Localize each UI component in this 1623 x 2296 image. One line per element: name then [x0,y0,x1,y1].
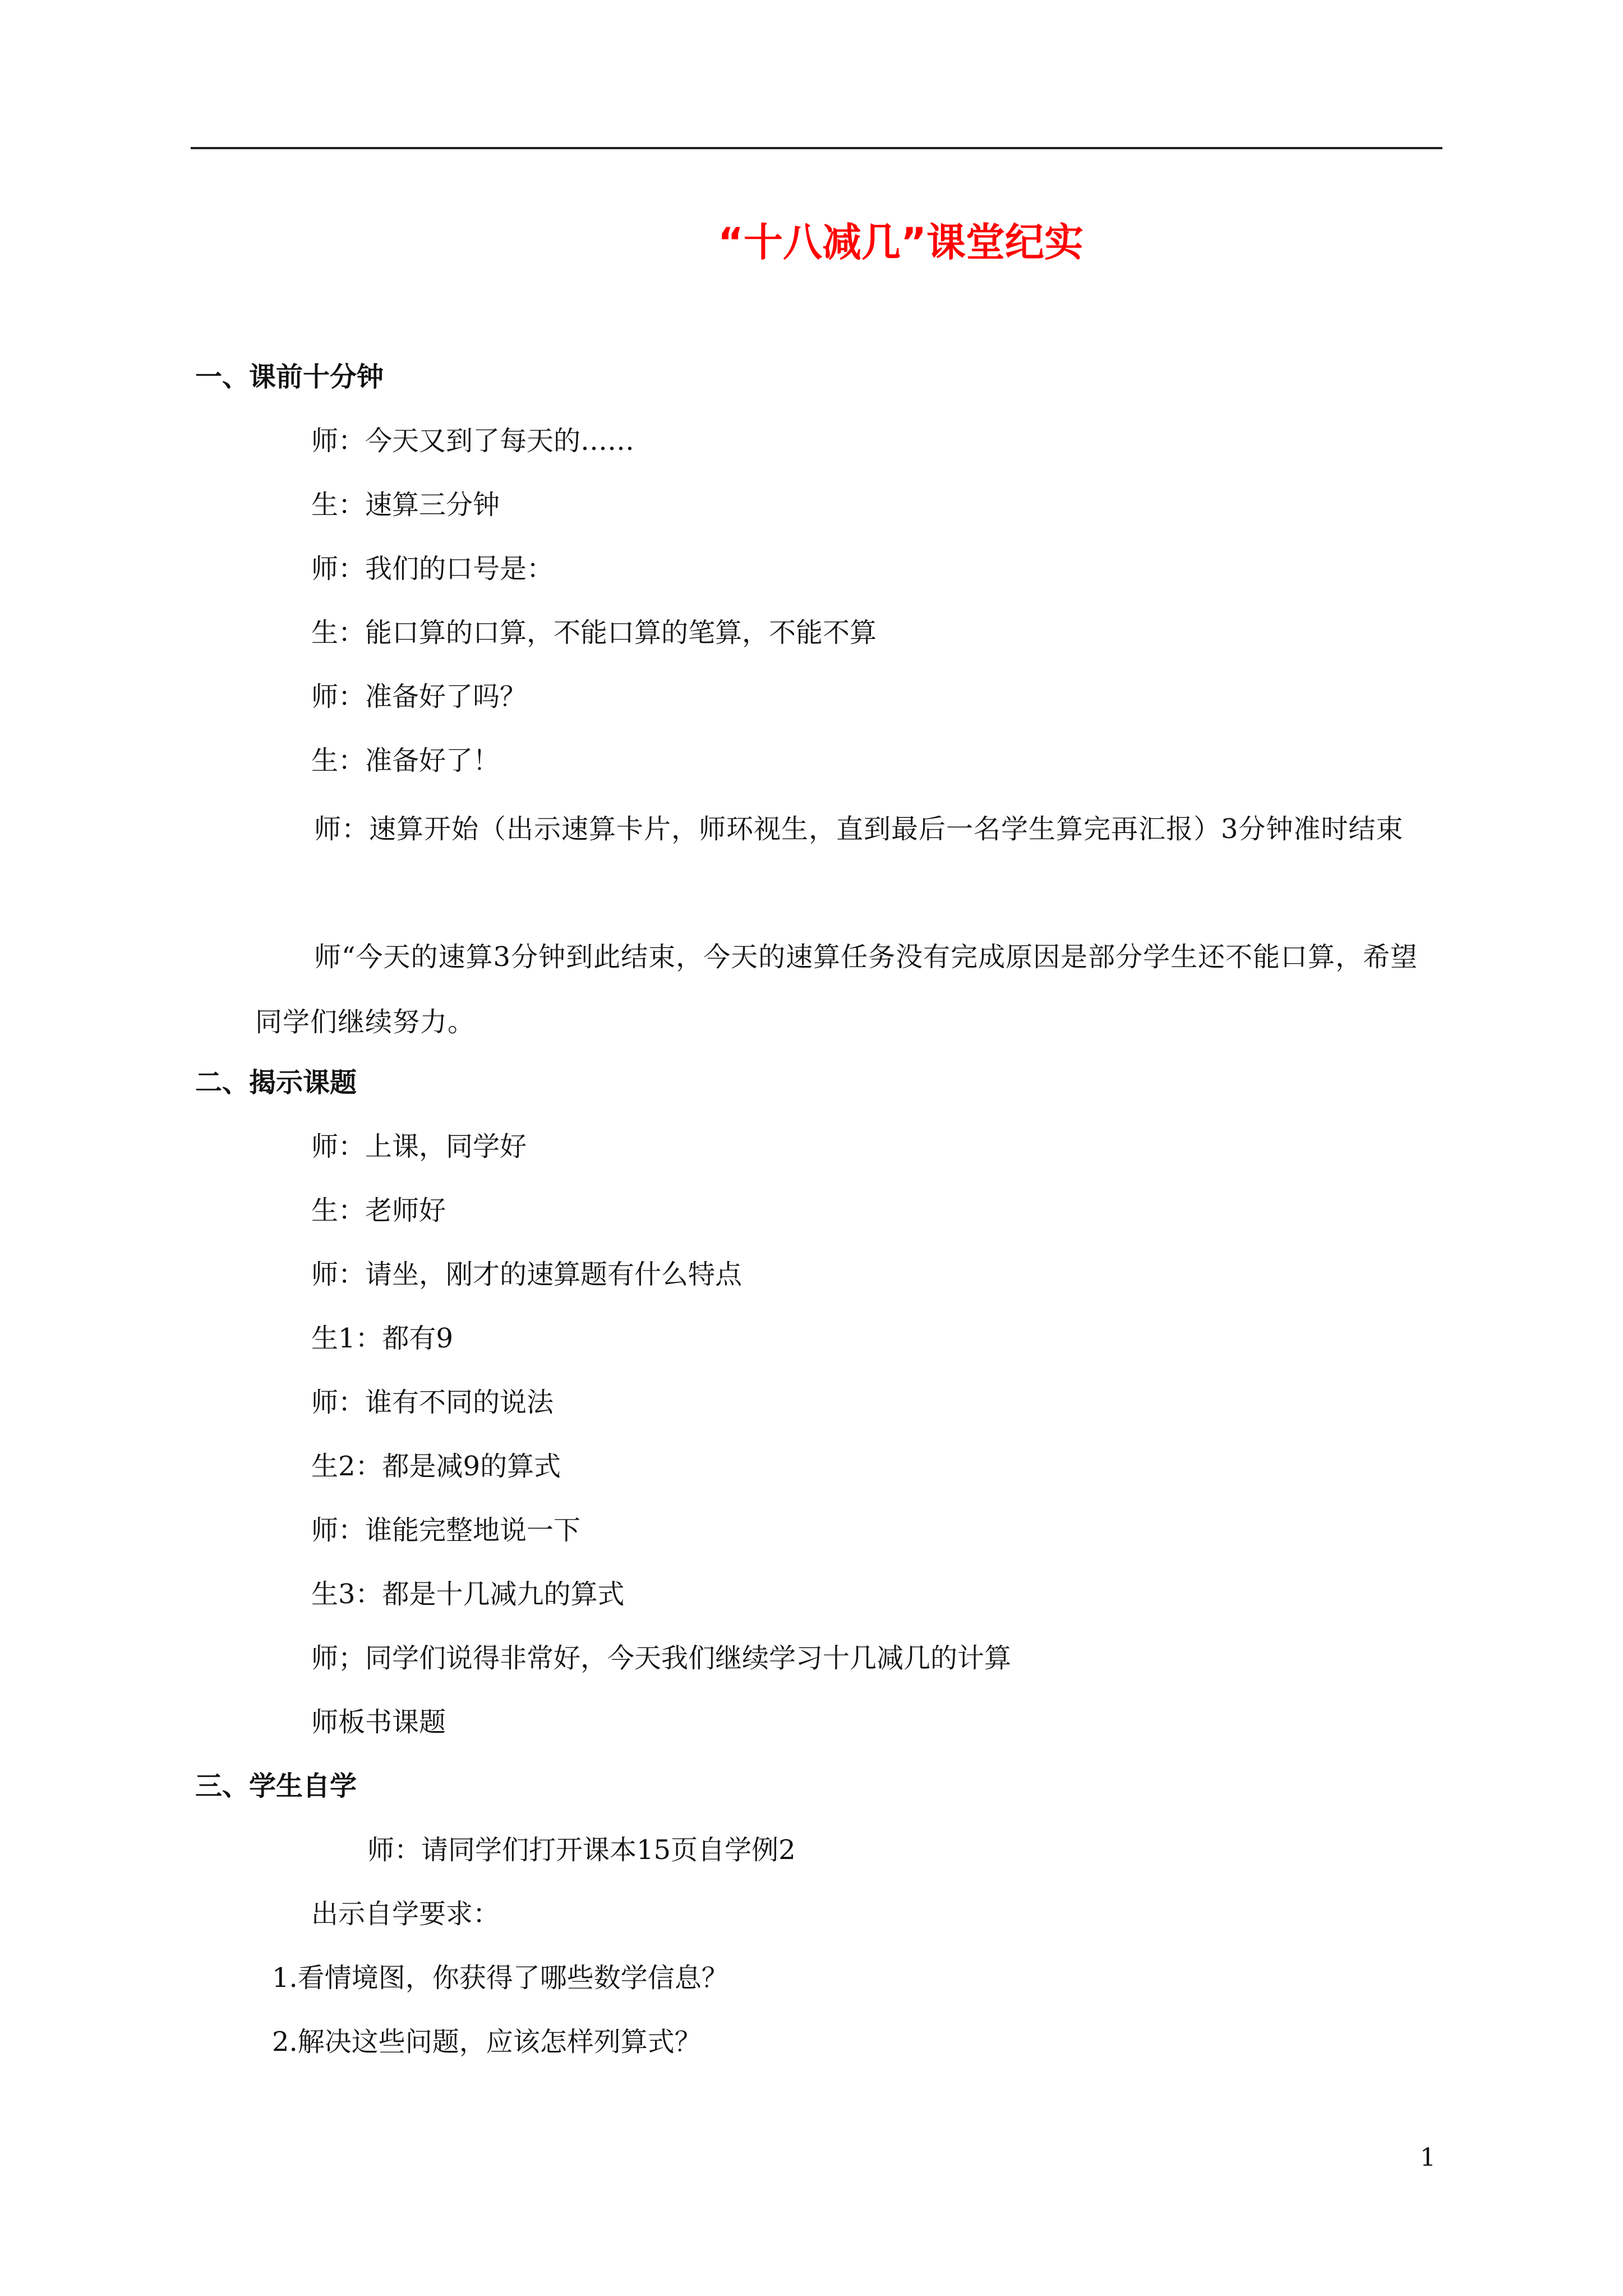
section-heading: 二、揭示课题 [195,1067,357,1098]
page-number: 1 [1420,2143,1436,2172]
dialogue-line: 师：今天又到了每天的…… [311,425,635,457]
dialogue-line: 师：我们的口号是： [311,553,554,585]
dialogue-line: 出示自学要求： [311,1898,500,1930]
dialogue-line: 师；同学们说得非常好，今天我们继续学习十几减几的计算 [311,1642,1012,1674]
dialogue-paragraph: 师：速算开始（出示速算卡片，师环视生，直到最后一名学生算完再汇报）3分钟准时结束 [314,813,1404,845]
document-title: “十八减几”课堂纪实 [717,219,1083,265]
dialogue-line: 师：准备好了吗？ [311,681,527,712]
dialogue-line: 师：上课，同学好 [311,1131,527,1162]
dialogue-line: 生：速算三分钟 [311,489,500,521]
dialogue-line: 生2：都是减9的算式 [311,1451,561,1482]
dialogue-line: 生1：都有9 [311,1323,454,1354]
dialogue-line: 生：准备好了！ [311,745,500,776]
dialogue-line: 生3：都是十几减九的算式 [311,1579,625,1610]
dialogue-line: 师：请坐，刚才的速算题有什么特点 [311,1259,743,1290]
section-heading: 三、学生自学 [195,1770,357,1802]
dialogue-line: 生：能口算的口算，不能口算的笔算，不能不算 [311,617,877,648]
dialogue-line: 师：请同学们打开课本15页自学例2 [367,1834,796,1866]
dialogue-line: 师板书课题 [311,1706,446,1738]
list-item: 1.看情境图，你获得了哪些数学信息？ [272,1962,728,1994]
list-item: 2.解决这些问题，应该怎样列算式？ [272,2026,702,2058]
dialogue-line: 师：谁有不同的说法 [311,1387,554,1418]
dialogue-paragraph: 师“今天的速算3分钟到此结束，今天的速算任务没有完成原因是部分学生还不能口算，希望同学们继续努力。 [255,941,1418,1038]
dialogue-line: 师：谁能完整地说一下 [311,1515,581,1546]
section-heading: 一、课前十分钟 [195,361,384,393]
dialogue-line: 生：老师好 [311,1195,446,1226]
header-rule [191,147,1442,149]
